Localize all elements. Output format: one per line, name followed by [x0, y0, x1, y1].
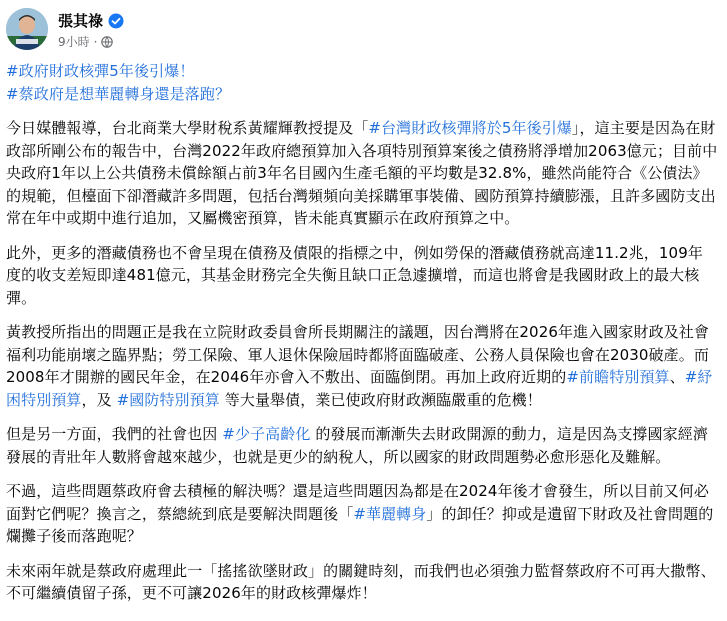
- paragraph-text: 不過，這些問題蔡政府會去積極的解決嗎？還是這些問題因為都是在2024年後才會發生，所以目前又何必面對它們呢？換言之，蔡總統到底是要解決問題後「: [6, 482, 709, 523]
- author-row: [58, 10, 124, 31]
- avatar-photo-icon: [6, 8, 48, 50]
- hashtag-link[interactable]: #前瞻特別預算: [566, 368, 670, 386]
- paragraph-text: 的發展而漸漸失去財政開源的動力，這是因為支撐國家經濟發展的青壯年人數將會越來越少，也就是更少的納稅人，所以國家的財政問題勢必愈形惡化及難解。: [6, 425, 708, 466]
- hashtag-link[interactable]: #華麗轉身: [353, 504, 427, 523]
- paragraph-text: 黃教授所指出的問題正是我在立院財政委員會所長期關注的議題，因台灣將在2026年進入國家財政及社會福利功能崩壞之臨界點；勞工保險、軍人退休保險屆時都將面臨破產、公務人員保險也會在2030破產。而2008年才開辦的國民年金，在2046年亦會入不敷出、面臨倒閉。再加上政府近期的: [6, 323, 709, 386]
- meta-separator: ·: [93, 34, 98, 49]
- post-paragraphs: [6, 117, 718, 605]
- post-header: [6, 4, 706, 56]
- post-body: [6, 60, 718, 617]
- post-paragraph: [6, 242, 718, 310]
- globe-icon[interactable]: [101, 36, 113, 48]
- hashtag-link[interactable]: #紓困特別預算: [6, 368, 713, 409]
- hashtag-link[interactable]: #少子高齡化: [222, 425, 311, 443]
- paragraph-text: 未來兩年就是蔡政府處理此一「搖搖欲墜財政」的關鍵時刻，而我們也必須強力監督蔡政府不可再大撒幣、不可繼續債留子孫，更不可讓2026年的財政核彈爆炸！: [6, 561, 716, 602]
- author-name[interactable]: 張其祿: [58, 12, 104, 30]
- hashtag-link[interactable]: #台灣財政核彈將於5年後引爆: [368, 119, 572, 137]
- paragraph-text: 等大量舉債，業已使政府財政瀕臨嚴重的危機！: [219, 390, 542, 409]
- post-paragraph: [6, 321, 718, 411]
- paragraph-text: ，及: [81, 390, 117, 409]
- paragraph-text: 、: [669, 368, 685, 386]
- post-paragraph: [6, 480, 718, 548]
- paragraph-text: 今日媒體報導，台北商業大學財稅系黃耀輝教授提及「: [6, 119, 369, 137]
- avatar[interactable]: [6, 8, 48, 50]
- paragraph-text: 但是另一方面，我們的社會也因: [6, 425, 223, 443]
- post-timestamp[interactable]: 9小時: [58, 35, 90, 49]
- verified-badge-icon: [108, 13, 124, 29]
- hashtag-block: [6, 60, 718, 105]
- paragraph-text: 」的卸任？抑或是遺留下財政及社會問題的爛攤子後而落跑呢？: [6, 504, 714, 545]
- paragraph-text: 」，這主要是因為在財政部所剛公布的報告中，台灣2022年政府總預算加入各項特別預算案後之債務將淨增加2063億元；目前中央政府1年以上公共債務未償餘額占前3年名目國內生產毛額的平均數是32.8%，雖然尚能符合《公債法》的規範，但檯面下卻潛藏許多問題，包括台灣頻頻向美採購軍事裝備、國防預算持續膨漲，且許多國防支出常在年中或期中進行追加，又屬機密預算，皆未能真實顯示在政府預算之中。: [6, 119, 718, 227]
- paragraph-text: 此外，更多的潛藏債務也不會呈現在債務及債限的指標之中，例如勞保的潛藏債務就高達11.2兆，109年度的收支差短即達481億元，其基金財務完全失衡且缺口正急遽擴增，而這也將會是我國財政上的最大核彈。: [6, 243, 703, 307]
- post-paragraph: [6, 423, 718, 468]
- hashtag-link[interactable]: #政府財政核彈5年後引爆！: [6, 62, 195, 80]
- hashtag-link[interactable]: #蔡政府是想華麗轉身還是落跑？: [6, 84, 231, 103]
- post-paragraph: [6, 117, 718, 230]
- post-meta: [58, 33, 113, 50]
- hashtag-link[interactable]: #國防特別預算: [116, 390, 220, 409]
- post-paragraph: [6, 560, 718, 605]
